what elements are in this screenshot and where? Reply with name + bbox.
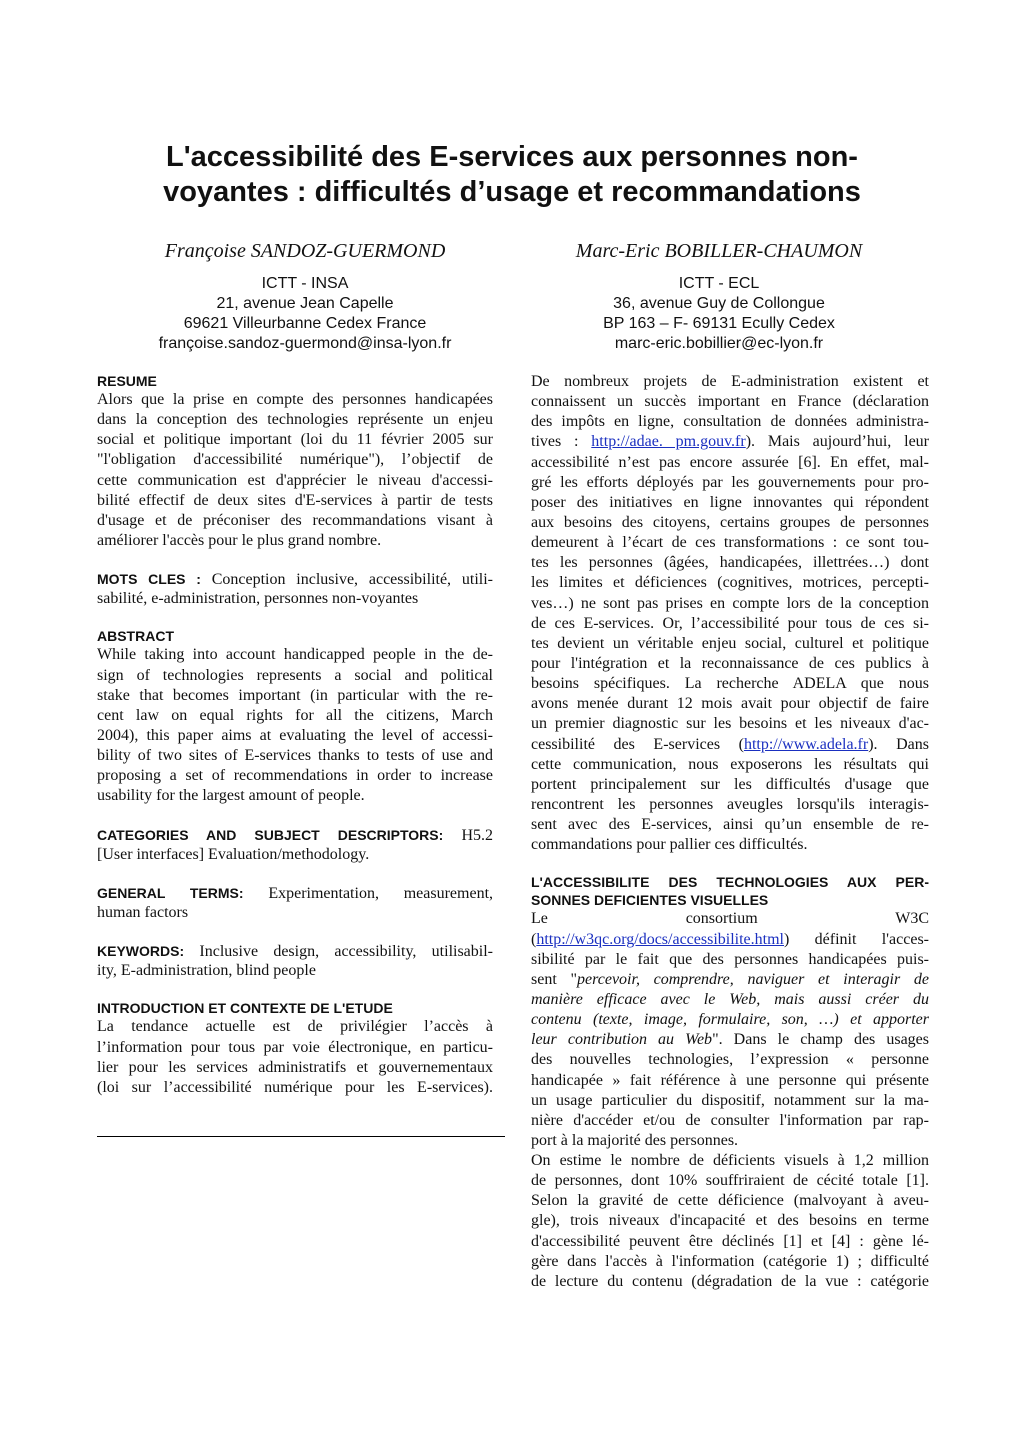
- section-heading-accessibilite: [531, 873, 929, 909]
- text-line: tes devient un véritable enjeu social, culturel et politique: [531, 634, 929, 652]
- text-line: de ces E-services. Or, l’accessibilité pour tous de ces si-: [531, 614, 929, 632]
- text-line: portent principalement sur les difficultés d'usage que: [531, 775, 929, 793]
- text-line: gré les efforts déployés par les gouvernements pour pro-: [531, 473, 929, 491]
- text-line: sent avec des E-services, ainsi qu’un ensemble de re-: [531, 816, 929, 834]
- keywords: [97, 941, 493, 981]
- text-line: 2004), this paper aims at evaluating the level of accessi-: [97, 726, 493, 744]
- quote-segment: leur contribution au Web: [531, 1031, 713, 1049]
- right-column: [531, 372, 929, 1292]
- affiliation-line: 69621 Villeurbanne Cedex France: [183, 315, 427, 332]
- affiliation-line: 36, avenue Guy de Collongue: [613, 295, 825, 312]
- text-line: Le consortium W3C: [531, 910, 929, 928]
- quote-segment: manière efficace avec le Web, mais aussi créer du: [531, 990, 929, 1008]
- text-line: ves…) ne sont pas prises en compte lors de la conception: [531, 594, 929, 612]
- text-line: tes les personnes (âgées, handicapées, illettrées…) dont: [531, 554, 929, 572]
- text-segment: tives :: [531, 433, 592, 451]
- text-line: Alors que la prise en compte des personnes handicapées: [97, 391, 493, 408]
- text-segment: Conception inclusive, accessibilité, utili-: [200, 571, 493, 589]
- text-segment: cessibilité des E-services (: [531, 735, 744, 753]
- text-line: port à la majorité des personnes.: [531, 1131, 739, 1149]
- text-line: (loi sur l’accessibilité numérique pour les E-services).: [97, 1078, 493, 1096]
- accessibilite-paragraph: [531, 909, 929, 1151]
- text-line: "l'obligation d'accessibilité numérique"), l’objectif de: [97, 451, 493, 469]
- text-segment: ". Dans le champ des usages: [712, 1031, 930, 1049]
- text-line: commandations pour pallier ces difficultés.: [531, 836, 808, 854]
- text-line: Selon la gravité de cette déficience (malvoyant à aveu-: [531, 1192, 929, 1210]
- text-line: améliorer l'accès pour le plus grand nombre.: [97, 531, 382, 549]
- title-line: voyantes : difficultés d’usage et recommandations: [163, 176, 861, 208]
- author-affiliation: [105, 274, 505, 354]
- resume-paragraph: [97, 390, 493, 551]
- footnote-rule: [97, 1136, 505, 1137]
- text-line: nière d'accéder et/ou de consulter l'information par rap-: [531, 1111, 929, 1129]
- text-line: sabilité, e-administration, personnes non-voyantes: [97, 590, 419, 608]
- text-line: While taking into account handicapped people in the de-: [97, 646, 493, 664]
- text-line: La tendance actuelle est de privilégier l’accès à: [97, 1018, 493, 1036]
- affiliation-line: ICTT - INSA: [261, 275, 349, 292]
- author-block: [519, 238, 919, 354]
- text-line: rencontrent les personnes aveugles lorsqu'ils interagis-: [531, 795, 929, 813]
- adela-link[interactable]: http://www.adela.fr: [743, 735, 869, 753]
- general-terms: [97, 883, 493, 923]
- mots-cles: [97, 569, 493, 609]
- affiliation-line: 21, avenue Jean Capelle: [216, 295, 394, 312]
- label-keywords: KEYWORDS:: [97, 943, 185, 960]
- text-line: dans la conception des technologies représente un enjeu: [97, 411, 493, 429]
- author-affiliation: [519, 274, 919, 354]
- text-line: stake that becomes important (in particular with the re-: [97, 686, 493, 704]
- label-mots-cles: MOTS CLES :: [97, 571, 201, 588]
- text-segment: H5.2: [461, 826, 493, 844]
- text-line: poser des initiatives en ligne innovantes qui répondent: [531, 493, 929, 511]
- text-line: human factors: [97, 903, 189, 921]
- text-line: cette communication est d'apprécier le niveau d'accessi-: [97, 471, 493, 489]
- quote-segment: contenu (texte, image, formulaire, son, …) et apporter: [531, 1011, 929, 1029]
- text-line: demeurent à l’écart de ces transformations : ce sont tou-: [531, 534, 929, 552]
- categories: [97, 825, 493, 865]
- text-line: sign of technologies represents a social and political: [97, 666, 493, 684]
- intro-paragraph-continued: [531, 372, 929, 855]
- left-column: [97, 372, 493, 1098]
- author-name: Françoise SANDOZ-GUERMOND: [164, 240, 446, 262]
- text-line: cette communication, nous exposerons les résultats qui: [531, 755, 929, 773]
- text-line: bility of two sites of E-services thanks to tests of use and: [97, 747, 493, 765]
- text-line: sibilité par le fait que des personnes handicapées puis-: [531, 950, 929, 968]
- introduction-paragraph: [97, 1017, 493, 1098]
- text-line: De nombreux projets de E-administration existent et: [531, 373, 929, 390]
- text-line: un premier diagnostic sur les besoins et les niveaux d'ac-: [531, 715, 929, 733]
- text-line: besoins spécifiques. La recherche ADELA que nous: [531, 675, 929, 693]
- text-line: usability for the largest amount of people.: [97, 787, 365, 805]
- text-segment: sent ": [531, 970, 578, 988]
- text-line: d'usage et de préconiser des recommandations visant à: [97, 511, 493, 529]
- author-email: françoise.sandoz-guermond@insa-lyon.fr: [158, 335, 452, 352]
- text-line: un usage particulier du dispositif, notamment sur la ma-: [531, 1091, 929, 1109]
- deficients-paragraph: [531, 1151, 929, 1292]
- paper-title: [120, 140, 904, 210]
- quote-segment: percevoir, comprendre, naviguer et interagir de: [577, 970, 929, 988]
- text-line: gle), trois niveaux d'incapacité et des besoins en terme: [531, 1212, 929, 1230]
- text-line: l’information pour tous par voie électronique, en particu-: [97, 1038, 493, 1056]
- text-line: de personnes, dont 10% souffriraient de cécité totale [1].: [531, 1172, 929, 1190]
- text-line: handicapée » fait référence à une personne qui présente: [531, 1071, 929, 1089]
- author-name: Marc-Eric BOBILLER-CHAUMON: [575, 240, 863, 262]
- heading-line: SONNES DEFICIENTES VISUELLES: [531, 892, 769, 909]
- text-line: cent law on equal rights for all the citizens, March: [97, 706, 493, 724]
- heading-line: L'ACCESSIBILITE DES TECHNOLOGIES AUX PER-: [531, 874, 929, 891]
- text-segment: ) définit l'acces-: [784, 930, 929, 948]
- text-line: d'accessibilité peuvent être déclinés [1] et [4] : gène lé-: [531, 1232, 929, 1250]
- text-line: social et politique important (loi du 11 février 2005 sur: [97, 431, 493, 449]
- text-line: gère dans l'accès à l'information (catégorie 1) ; difficulté: [531, 1252, 929, 1270]
- text-segment: ). Mais aujourd’hui, leur: [745, 433, 929, 451]
- adae-link[interactable]: http://adae. pm.gouv.fr: [591, 433, 746, 451]
- text-line: avons menée durant 12 mois avait pour objectif de faire: [531, 695, 929, 713]
- section-heading-introduction: INTRODUCTION ET CONTEXTE DE L'ETUDE: [97, 1000, 393, 1017]
- abstract-paragraph: [97, 645, 493, 806]
- affiliation-line: ICTT - ECL: [678, 275, 760, 292]
- label-general-terms: GENERAL TERMS:: [97, 884, 244, 901]
- label-categories: CATEGORIES AND SUBJECT DESCRIPTORS:: [97, 826, 444, 843]
- text-segment: Experimentation, measurement,: [268, 884, 494, 902]
- title-line: L'accessibilité des E-services aux personnes non-: [166, 141, 858, 173]
- text-line: lier pour les services administratifs et gouvernementaux: [97, 1058, 493, 1076]
- author-block: [105, 238, 505, 354]
- text-line: [User interfaces] Evaluation/methodology.: [97, 845, 370, 863]
- text-segment: ). Dans: [868, 735, 929, 753]
- section-heading-resume: RESUME: [97, 373, 157, 389]
- text-line: bilité effectif de deux sites d'E-services à partir de tests: [97, 491, 493, 509]
- text-line: connaissent un succès important en France (déclaration: [531, 393, 929, 411]
- author-email: marc-eric.bobillier@ec-lyon.fr: [614, 335, 824, 352]
- text-segment: (: [531, 930, 537, 948]
- w3c-link[interactable]: http://w3qc.org/docs/accessibilite.html: [536, 930, 784, 948]
- text-line: de lecture du contenu (dégradation de la vue : catégorie: [531, 1272, 929, 1290]
- text-segment: Inclusive design, accessibility, utilisabil-: [184, 943, 493, 961]
- text-line: pour l'intégration et la reconnaissance de ces publics à: [531, 654, 929, 672]
- affiliation-line: BP 163 – F- 69131 Ecully Cedex: [603, 315, 835, 332]
- text-line: aux besoins des citoyens, certains groupes de personnes: [531, 513, 929, 531]
- text-line: On estime le nombre de déficients visuels à 1,2 million: [531, 1152, 929, 1170]
- section-heading-abstract: ABSTRACT: [97, 628, 174, 645]
- text-line: des nouvelles technologies, l’expression « personne: [531, 1051, 929, 1069]
- text-line: ity, E-administration, blind people: [97, 962, 316, 980]
- text-line: des impôts en ligne, consultation de données administra-: [531, 413, 929, 431]
- text-line: les limites et déficiences (cognitives, motrices, percepti-: [531, 574, 929, 592]
- text-line: proposing a set of recommendations in order to increase: [97, 767, 493, 785]
- text-line: accessibilité n’est pas encore assurée [6]. En effet, mal-: [531, 453, 929, 471]
